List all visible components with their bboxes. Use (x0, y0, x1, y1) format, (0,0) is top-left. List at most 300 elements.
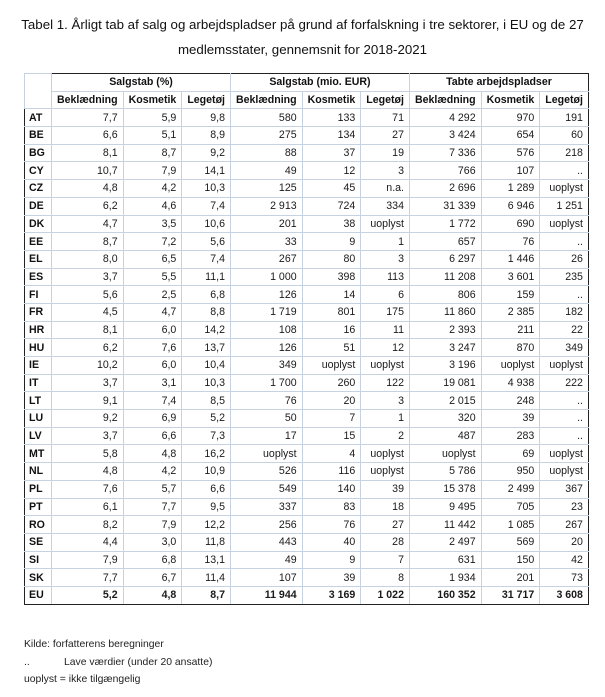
table-cell: 28 (361, 533, 410, 551)
table-cell: 3 424 (409, 127, 481, 145)
table-cell: 6,8 (123, 551, 182, 569)
table-row (25, 551, 589, 569)
table-cell: 39 (361, 480, 410, 498)
table-cell: 42 (540, 551, 589, 569)
table-cell: 4 (302, 445, 361, 463)
country-code: LT (25, 392, 52, 410)
table-cell: 23 (540, 498, 589, 516)
table-cell: 191 (540, 109, 589, 127)
table-cell: 11,4 (182, 569, 231, 587)
table-cell: 8 (361, 569, 410, 587)
table-cell: 27 (361, 127, 410, 145)
table-cell: uoplyst (361, 357, 410, 375)
table-cell: 10,3 (182, 180, 231, 198)
table-cell: 6 (361, 286, 410, 304)
table-cell: 3,0 (123, 533, 182, 551)
sub-header: Legetøj (182, 91, 231, 109)
table-cell: 549 (230, 480, 302, 498)
table-cell: 569 (481, 533, 540, 551)
table-cell: 9,2 (52, 410, 124, 428)
table-cell: 11 860 (409, 303, 481, 321)
table-cell: 201 (481, 569, 540, 587)
table-cell: uoplyst (540, 180, 589, 198)
table-cell: 19 081 (409, 374, 481, 392)
table-cell: 76 (230, 392, 302, 410)
table-cell: 654 (481, 127, 540, 145)
sub-header: Legetøj (361, 91, 410, 109)
table-cell: .. (540, 233, 589, 251)
country-code: SE (25, 533, 52, 551)
country-code: CY (25, 162, 52, 180)
table-cell: 7 (361, 551, 410, 569)
table-cell: 16,2 (182, 445, 231, 463)
table-row (25, 109, 589, 127)
table-cell: 3 (361, 162, 410, 180)
table-cell: 14,2 (182, 321, 231, 339)
corner-cell (25, 74, 52, 109)
table-cell: 870 (481, 339, 540, 357)
group-header-row (25, 74, 589, 92)
data-table (24, 73, 589, 605)
country-code: ES (25, 268, 52, 286)
table-cell: 26 (540, 250, 589, 268)
table-cell: .. (540, 286, 589, 304)
table-cell: 4,8 (52, 180, 124, 198)
table-cell: 6,9 (123, 410, 182, 428)
table-cell: 88 (230, 144, 302, 162)
table-cell: 7,7 (52, 569, 124, 587)
table-cell: 14 (302, 286, 361, 304)
table-cell: 12 (361, 339, 410, 357)
table-cell: 2 015 (409, 392, 481, 410)
table-cell: 31 717 (481, 586, 540, 604)
country-code: AT (25, 109, 52, 127)
table-cell: 11,1 (182, 268, 231, 286)
sub-header-row (25, 91, 589, 109)
table-cell: 6,6 (182, 480, 231, 498)
table-cell: 116 (302, 463, 361, 481)
table-cell: 6 946 (481, 197, 540, 215)
uoplyst-note: uoplyst = ikke tilgængelig (24, 674, 141, 685)
table-cell: 806 (409, 286, 481, 304)
table-cell: 4 938 (481, 374, 540, 392)
table-body (25, 109, 589, 604)
table-row (25, 392, 589, 410)
table-cell: 4,5 (52, 303, 124, 321)
table-cell: 8,1 (52, 321, 124, 339)
table-cell: 69 (481, 445, 540, 463)
table-cell: uoplyst (540, 215, 589, 233)
country-code: BE (25, 127, 52, 145)
table-row (25, 233, 589, 251)
table-cell: 16 (302, 321, 361, 339)
table-cell: 7,4 (182, 197, 231, 215)
table-cell: 7,4 (123, 392, 182, 410)
table-cell: 22 (540, 321, 589, 339)
table-cell: uoplyst (540, 445, 589, 463)
sub-header: Kosmetik (481, 91, 540, 109)
table-cell: 6,2 (52, 339, 124, 357)
table-cell: 9 (302, 551, 361, 569)
table-cell: uoplyst (540, 463, 589, 481)
table-cell: 80 (302, 250, 361, 268)
table-cell: 33 (230, 233, 302, 251)
dots-description: Lave værdier (under 20 ansatte) (64, 656, 213, 668)
table-cell: .. (540, 162, 589, 180)
table-cell: 159 (481, 286, 540, 304)
table-cell: 267 (540, 516, 589, 534)
table-cell: 6,6 (52, 127, 124, 145)
table-cell: 970 (481, 109, 540, 127)
table-cell: 49 (230, 162, 302, 180)
table-cell: 2 497 (409, 533, 481, 551)
table-cell: 349 (540, 339, 589, 357)
low-values-note (24, 654, 212, 672)
table-cell: 5 786 (409, 463, 481, 481)
country-code: SK (25, 569, 52, 587)
table-cell: 45 (302, 180, 361, 198)
table-cell: 8,7 (52, 233, 124, 251)
table-cell: 1 772 (409, 215, 481, 233)
table-cell: 7,6 (52, 480, 124, 498)
table-cell: 580 (230, 109, 302, 127)
table-cell: 526 (230, 463, 302, 481)
table-cell: 235 (540, 268, 589, 286)
sub-header: Kosmetik (302, 91, 361, 109)
table-cell: 5,7 (123, 480, 182, 498)
table-cell: 11 208 (409, 268, 481, 286)
table-row (25, 427, 589, 445)
table-cell: 367 (540, 480, 589, 498)
table-cell: 7,2 (123, 233, 182, 251)
table-cell: 50 (230, 410, 302, 428)
table-cell: 38 (302, 215, 361, 233)
dots-symbol: .. (24, 656, 30, 668)
sub-header: Beklædning (52, 91, 124, 109)
table-cell: 10,2 (52, 357, 124, 375)
table-cell: 73 (540, 569, 589, 587)
table-cell: 5,2 (182, 410, 231, 428)
table-cell: 3 (361, 250, 410, 268)
table-row (25, 516, 589, 534)
table-cell: 134 (302, 127, 361, 145)
table-cell: 3 (361, 392, 410, 410)
table-cell: 4,8 (52, 463, 124, 481)
group-header-jobs: Tabte arbejdspladser (409, 74, 588, 92)
table-cell: 31 339 (409, 197, 481, 215)
table-cell: 950 (481, 463, 540, 481)
table-cell: 125 (230, 180, 302, 198)
country-code: EL (25, 250, 52, 268)
table-row (25, 162, 589, 180)
group-header-sales-pct: Salgstab (%) (52, 74, 231, 92)
table-cell: 12 (302, 162, 361, 180)
table-cell: 320 (409, 410, 481, 428)
table-cell: 1 085 (481, 516, 540, 534)
table-row (25, 250, 589, 268)
table-cell: .. (540, 410, 589, 428)
country-code: RO (25, 516, 52, 534)
table-cell: 76 (481, 233, 540, 251)
table-cell: 6,6 (123, 427, 182, 445)
table-row (25, 569, 589, 587)
table-cell: 11,8 (182, 533, 231, 551)
table-cell: 2 (361, 427, 410, 445)
table-cell: 49 (230, 551, 302, 569)
table-cell: 3 608 (540, 586, 589, 604)
table-row (25, 321, 589, 339)
table-cell: 9,8 (182, 109, 231, 127)
table-cell: 8,1 (52, 144, 124, 162)
table-cell: 3 169 (302, 586, 361, 604)
table-row (25, 127, 589, 145)
table-cell: 10,4 (182, 357, 231, 375)
table-cell: 11 (361, 321, 410, 339)
table-cell: 1 934 (409, 569, 481, 587)
table-cell: 6,7 (123, 569, 182, 587)
table-cell: 5,5 (123, 268, 182, 286)
table-cell: uoplyst (302, 357, 361, 375)
table-cell: 398 (302, 268, 361, 286)
table-cell: 2 385 (481, 303, 540, 321)
table-row (25, 374, 589, 392)
table-cell: 248 (481, 392, 540, 410)
table-cell: 7 (302, 410, 361, 428)
table-cell: 10,9 (182, 463, 231, 481)
country-code: PT (25, 498, 52, 516)
table-cell: 1 000 (230, 268, 302, 286)
table-cell: 39 (481, 410, 540, 428)
table-row (25, 533, 589, 551)
table-cell: 334 (361, 197, 410, 215)
table-cell: 7,4 (182, 250, 231, 268)
table-cell: 5,9 (123, 109, 182, 127)
table-cell: 126 (230, 286, 302, 304)
table-cell: 8,7 (182, 586, 231, 604)
table-cell: 7,9 (123, 516, 182, 534)
table-cell: 8,9 (182, 127, 231, 145)
table-cell: 19 (361, 144, 410, 162)
country-code: SI (25, 551, 52, 569)
table-cell: 724 (302, 197, 361, 215)
table-cell: 576 (481, 144, 540, 162)
table-cell: 7,7 (52, 109, 124, 127)
country-code: EE (25, 233, 52, 251)
table-notes (24, 636, 212, 689)
table-cell: 6,5 (123, 250, 182, 268)
country-code: HU (25, 339, 52, 357)
table-cell: 27 (361, 516, 410, 534)
table-cell: 2 499 (481, 480, 540, 498)
table-cell: 113 (361, 268, 410, 286)
table-cell: 6 297 (409, 250, 481, 268)
country-code: IE (25, 357, 52, 375)
table-cell: 4,2 (123, 463, 182, 481)
table-cell: 126 (230, 339, 302, 357)
table-cell: 15 (302, 427, 361, 445)
table-cell: 349 (230, 357, 302, 375)
table-cell: 17 (230, 427, 302, 445)
table-row (25, 339, 589, 357)
table-cell: 1 700 (230, 374, 302, 392)
table-cell: 443 (230, 533, 302, 551)
table-cell: 5,2 (52, 586, 124, 604)
table-cell: 211 (481, 321, 540, 339)
table-cell: 801 (302, 303, 361, 321)
table-cell: 8,0 (52, 250, 124, 268)
table-cell: 260 (302, 374, 361, 392)
table-cell: 14,1 (182, 162, 231, 180)
country-code: FR (25, 303, 52, 321)
table-cell: 11 442 (409, 516, 481, 534)
table-cell: 5,1 (123, 127, 182, 145)
table-cell: 133 (302, 109, 361, 127)
table-cell: 4,8 (123, 445, 182, 463)
table-cell: 337 (230, 498, 302, 516)
table-cell: 18 (361, 498, 410, 516)
table-cell: 3 247 (409, 339, 481, 357)
table-cell: 8,2 (52, 516, 124, 534)
table-cell: 37 (302, 144, 361, 162)
table-cell: 1 446 (481, 250, 540, 268)
table-cell: n.a. (361, 180, 410, 198)
table-cell: 8,5 (182, 392, 231, 410)
table-cell: 107 (481, 162, 540, 180)
table-cell: 6,0 (123, 321, 182, 339)
table-cell: 76 (302, 516, 361, 534)
table-cell: 1 (361, 410, 410, 428)
table-cell: 6,1 (52, 498, 124, 516)
table-cell: .. (540, 427, 589, 445)
table-cell: 5,6 (182, 233, 231, 251)
table-cell: 1 022 (361, 586, 410, 604)
source-note: Kilde: forfatterens beregninger (24, 639, 164, 650)
table-cell: 766 (409, 162, 481, 180)
table-cell: 657 (409, 233, 481, 251)
table-cell: 275 (230, 127, 302, 145)
table-cell: 7,6 (123, 339, 182, 357)
table-row (25, 410, 589, 428)
country-code: IT (25, 374, 52, 392)
table-cell: 690 (481, 215, 540, 233)
table-cell: 10,6 (182, 215, 231, 233)
table-cell: 108 (230, 321, 302, 339)
table-cell: 487 (409, 427, 481, 445)
table-cell: 160 352 (409, 586, 481, 604)
table-cell: 150 (481, 551, 540, 569)
table-cell: 1 251 (540, 197, 589, 215)
country-code: DE (25, 197, 52, 215)
table-cell: 83 (302, 498, 361, 516)
table-cell: 13,7 (182, 339, 231, 357)
table-cell: 9,1 (52, 392, 124, 410)
table-cell: 631 (409, 551, 481, 569)
country-code: EU (25, 586, 52, 604)
table-cell: 182 (540, 303, 589, 321)
table-cell: 3,1 (123, 374, 182, 392)
table-cell: 3,7 (52, 427, 124, 445)
table-row (25, 197, 589, 215)
table-cell: 20 (302, 392, 361, 410)
country-code: FI (25, 286, 52, 304)
table-cell: 222 (540, 374, 589, 392)
table-cell: 12,2 (182, 516, 231, 534)
table-cell: 9,2 (182, 144, 231, 162)
table-cell: uoplyst (481, 357, 540, 375)
table-cell: 13,1 (182, 551, 231, 569)
table-cell: 3,5 (123, 215, 182, 233)
table-cell: 6,0 (123, 357, 182, 375)
table-row (25, 498, 589, 516)
table-cell: 3,7 (52, 268, 124, 286)
table-cell: .. (540, 392, 589, 410)
table-cell: 267 (230, 250, 302, 268)
country-code: LV (25, 427, 52, 445)
table-cell: 7,7 (123, 498, 182, 516)
table-cell: 107 (230, 569, 302, 587)
table-row (25, 268, 589, 286)
table-cell: 39 (302, 569, 361, 587)
table-row (25, 180, 589, 198)
table-cell: 6,2 (52, 197, 124, 215)
table-cell: 7 336 (409, 144, 481, 162)
table-cell: 140 (302, 480, 361, 498)
country-code: DK (25, 215, 52, 233)
table-cell: 1 289 (481, 180, 540, 198)
table-cell: 3 601 (481, 268, 540, 286)
table-cell: 51 (302, 339, 361, 357)
table-row (25, 463, 589, 481)
table-cell: 5,6 (52, 286, 124, 304)
sub-header: Kosmetik (123, 91, 182, 109)
group-header-sales-eur: Salgstab (mio. EUR) (230, 74, 409, 92)
table-cell: uoplyst (361, 445, 410, 463)
table-cell: 2 913 (230, 197, 302, 215)
table-cell: uoplyst (409, 445, 481, 463)
table-cell: 40 (302, 533, 361, 551)
table-cell: 5,8 (52, 445, 124, 463)
table-cell: 256 (230, 516, 302, 534)
table-cell: 3 196 (409, 357, 481, 375)
table-cell: 175 (361, 303, 410, 321)
table-row (25, 445, 589, 463)
table-cell: 2,5 (123, 286, 182, 304)
table-cell: uoplyst (361, 463, 410, 481)
table-cell: 1 (361, 233, 410, 251)
table-cell: 71 (361, 109, 410, 127)
table-cell: 8,8 (182, 303, 231, 321)
sub-header: Beklædning (409, 91, 481, 109)
table-cell: 3,7 (52, 374, 124, 392)
sub-header: Legetøj (540, 91, 589, 109)
table-cell: 9,5 (182, 498, 231, 516)
table-cell: 2 696 (409, 180, 481, 198)
table-cell: 8,7 (123, 144, 182, 162)
table-title-line-2: medlemsstater, gennemsnit for 2018-2021 (177, 42, 428, 57)
table-cell: 10,7 (52, 162, 124, 180)
table-cell: 4,6 (123, 197, 182, 215)
country-code: PL (25, 480, 52, 498)
table-cell: 4,2 (123, 180, 182, 198)
table-cell: 7,9 (123, 162, 182, 180)
sub-header: Beklædning (230, 91, 302, 109)
country-code: MT (25, 445, 52, 463)
table-cell: 4,8 (123, 586, 182, 604)
table-cell: 201 (230, 215, 302, 233)
table-cell: 20 (540, 533, 589, 551)
country-code: NL (25, 463, 52, 481)
country-code: LU (25, 410, 52, 428)
